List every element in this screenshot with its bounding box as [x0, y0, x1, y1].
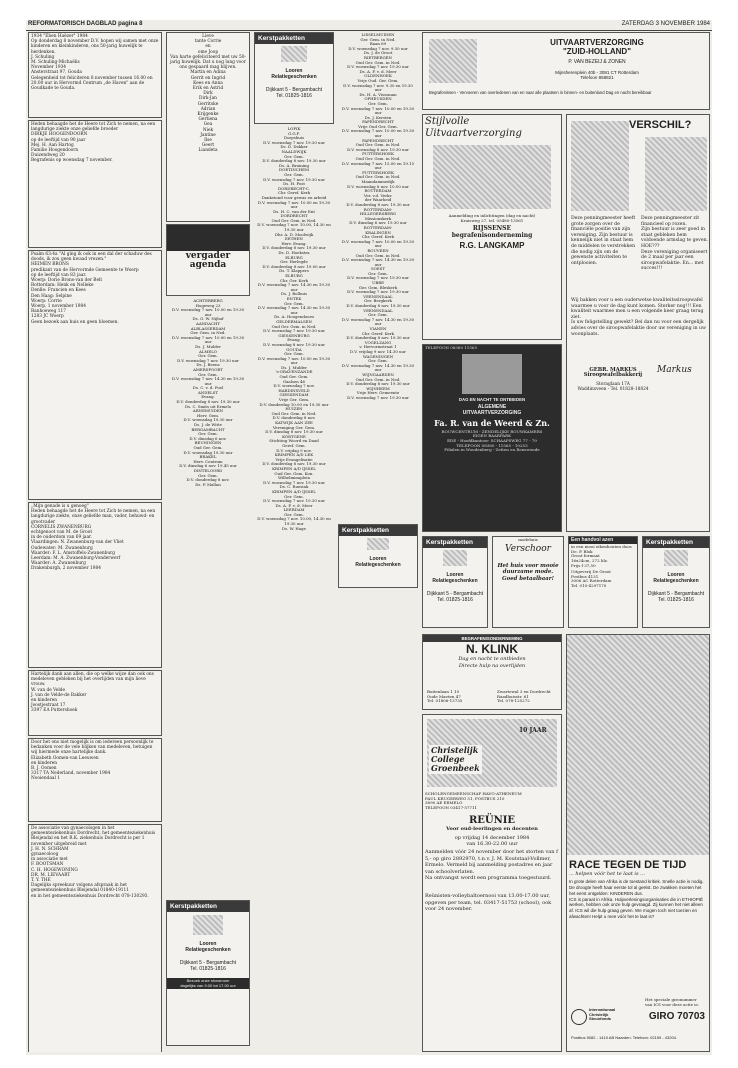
notice-oomen: Door het ons niet mogelijk is om iedereen persoonlijk te bedanken voor de vele blijken van medeleven, betuigen wij hiermede onze hartelijke dank. Elizabeth Oomen-van Leeuwen en kinderen B. J. Oomen 3317 TA Nederland, november 1984 Nooiendaal 1	[28, 738, 162, 822]
ad-verschil-markus: VERSCHIL? Deze penningmeester heeft grote zorgen over de financiële positie van zijn vereniging. Zijn bestuur is kennelijk niet in staat hem de middelen te verstrekken die nodig zijn om de gewenste activiteiten te ontplooien. Deze penningmeester zit financieel op rozen. Zijn bestuur is zeer goed in staat gebleken hem voldoende armslag te geven. HOE??? Deze vereniging organiseert de 2 maal per jaar een siroopwafelaktie. En... met succes!!! Wij bakken voor u een ouderwetse kwaliteitssiroopwafel waarmee u voor de dag kunt komen. Sterker nog!!! Een kwaliteit waarmee men u een volgende keer graag terug ziet. Is uw feligstelling gewekt? Bel dan nu voor een dergelijk advies over de siroopwafelaktie door uw vereniging in uw woonplaats. GEBR. MARKUS Siroopwafelbakkerij Storaglaan 17A Waddinxveen - Tel. 01828-18824 Markus	[566, 114, 710, 532]
tree-icon	[281, 46, 307, 62]
page-header	[26, 20, 712, 31]
header-right: ZATERDAG 3 NOVEMBER 1984	[621, 21, 710, 27]
ad-zuid-holland: UITVAARTVERZORGING "ZUID-HOLLAND" P. VAN BEZEIJ & ZONEN Mijnsherenplein 40b - 3081 CT Rotterdam Telefoon 858821 Begrafenissen - Vervoeren van overledenen van en naar alle plaatsen in binnen- en buitenland Dag en nacht bereikbaar	[422, 32, 710, 110]
meetings-list-a: ACHTERBERG Hogeweg 23 D.V. woensdag 7 nov. 10.00 en 19.30 uur Ds. G. W. Nijhof AANDACHT ALBLASSERDAM Ger. Gem. in Ned. D.V. woensdag 7 nov. 10.00 en 19.30 uur Ds. J. Mulder ALMELO Ger. Gem. D.V. woensdag 7 nov. 19.30 uur Ds. J. Beens AMERSFOORT Ger. Gem. D.V. woensdag 7 nov. 14.30 en 19.30 uur Ds. C. v. d. Poel ANDELST Evang. D.V. donderdag 8 nov. 19.30 uur Ds. C. Smits uit Ermelo ARNEMUIDEN Herv. Gem. D.V. woensdag 19.30 uur Ds. J. de Witte BERGAMBACHT Ger. Gem. D.V. dinsdag 6 nov. BEUNINGEN Oud Ger. Gem. D.V. woensdag 19.30 uur BRAKEL Herv. Centrum D.V. dinsdag 6 nov. 19.45 uur DINTELOORD Ger. Gem. D.V. donderdag 8 nov. Ds. P. Mallan	[171, 298, 245, 487]
meetings-list-c: LISSELMUIDEN Ger. Gem. in Ned. Baan 69 D.V. woensdag 7 nov. 9.30 uur Ds. J. de Groot RIETBERGEN Oud Ger. Gem. in Ned. D.V. woensdag 7 nov. 19.30 uur Ds. A. F. v. d. Meer OLDENHOEK Vrije Oud. Ger. Gem. D.V. woensdag 7 nov. 9.30 en 19.30 uur Ds. H. A. Visssman OPHEUSDEN Ger. Gem. D.V. woensdag 7 nov. 10.00 en 19.30 uur Ds. J. Kersten PAPENDRECHT Vrije Oud Ger. Gem. D.V. woensdag 7 nov. 10.00 en 19.30 uur PAPENDRECHT Oud Ger. Gem. in Ned. D.V. woensdag 8 nov. 19.30 uur PUTTERSHOEK Oud Ger. Gem. in Ned. D.V. woensdag 7 nov. 15.00 en 19.15 uur PUTTERSHOEK Oud Ger. Gem. in Ned. Maandammedijk D.V. woensdag 8 nov. 10.00 uur ROTTERDAM Ver. v.d. Verkr. der Waarheid D.V. donderdag 8 nov. 19.30 uur ROTTERDAM- HILLEGERSBERG Missionskerk D.V. dinsdag 6 nov. 19.30 uur ROTTERDAM- KRALINGEN Chr. Geref. Kerk D.V. woensdag 7 nov. 10.00 en 19.30 uur ROUVEEN Oud Ger. Gem. in Ned. D.V. woensdag 7 nov. 14.30 en 19.30 uur SOEST Ger. Gem. D.V. woensdag 7 nov. 19.30 uur UBBE Ger. Gem. Bleskerk D.V. woensdag 7 nov. 19.30 uur VEENENDAAL Ger. Bergkerk D.V. donderdag 8 nov. 19.30 uur VEENENDAAL Ger. Gem. D.V. woensdag 7 nov. 14.30 en 19.30 uur VIANEN Chr. Geref. Kerk D.V. donderdag 8 nov. 19.30 uur VOGELZANG v. Hervormstraat 1 D.V. vrijdag 9 nov. 14.30 uur WAGENINGEN Ger. Gem. D.V. woensdag 7 nov. 14.30 en 19.30 uur WIJNGAARDEN Oud Ger. Gem. in Ned. D.V. donderdag 8 nov. 19.30 uur WIJNHEEM Vrije Herv. Gemeente D.V. woensdag 7 nov. 19.30 uur	[341, 32, 415, 400]
notice-heimen-brons: Psalm 63:4a "Al ging ik ook in een dal der schaduw des doods, ik zou geen kwaad vrezen." HEIMEN BRONS predikant van de Hervormde Gemeente te Woerp op de leeftijd van 83 jaar. Woerp: Dorie Brons-van der Belt Rotterdam: Henk en Nelleke Denlle: Francien en Kees Den Haag: Selpine Woerp: Corrie Woerp, 1 november 1984 Banhoeweg 117 1283 JC Woerp Geen bezoek aan huis en geen bloemen.	[28, 250, 162, 500]
hearse-carriage-image	[433, 145, 551, 209]
notice-zwanenburg: „Mijn genade is u genoeg" Heden behaagde het de Heere tot Zich te nemen, na een langdurige ziekte, onze geliefde man, vader, behuwd- en grootvader CORNELIS ZWANENBURG echtgenoot van M. de Groot in de ouderdom van 69 jaar. Vlaardingen: N. Zwanenburg-van der Vliet Oudewater: M. Zwanenburg Waarder: F. L. Amstoffels-Zwanenburg Leerdam: M. A. Zwanenburg-Vonderwerf Waarder: A. Zwanenburg Drakenburgh, 2 november 1984	[28, 502, 162, 668]
hands-illustration	[167, 225, 249, 251]
ad-race-tegen-de-tijd: RACE TEGEN DE TIJD ... helpen vóór het te laat is ... In grote delen van Afrika is de toestand kritiek. Snelle actie is nodig. De droogte heeft haar eerste tol al geëist. De zwakken moeten het het eerst ontgelden: KINDEREN dus. ICS is paraat in Afrika. Hulpverleningsorganisaties die in ETHIOPIË werken, hebben ook onze hulp gevraagd. Zij kunnen het niet alleen af. ICS wil die hulp graag geven. We mogen toch niet toezien en afwachten! Helpt u mee vóór het te laat is? Het speciale gironummer van ICS voor deze actie is: Internationaal Christelijk Steunfonds GIRO 70703 Postbus 5082 - 1410 AB Naarden. Telefoon: 02159 - 43204.	[566, 634, 710, 1052]
meetings-list-b: LOPIK G.G.F. Dorpshuis D.V. woensdag 7 nov. 19.30 uur Ds. D. Dekker NAALDWIJK Ger. Gem. D.V. donderdag 8 nov. 19.30 uur Ds. A. Bruining DOETINCHEM Ger. Gem. D.V. woensdag 7 nov. 19.30 uur Ds. H. Post DORDRECHT-C. Chr. Geref. Kerk Dankstond voor gewas en arbeid D.V. woensdag 7 nov. 10.00 en 19.30 uur Ds. H. C. van der Ent DORDRECHT Oud Ger. Gem. in Ned. D.V. woensdag 7 nov. 10.00, 14.30 en 19.30 uur Dhr. A. D. Moolwijk EETHEN Herv. Evang. D.V. donderdag 8 nov. 19.30 uur Ds. D. Hoekstra ELBURG Ger. Herlegde D.V. donderdag 8 nov. 19.00 uur Ds. T. Klappers ELBURG Chr. Ger. Kerk D.V. woensdag 7 nov. 14.30 en 19.30 uur Ds. J. Bolhuis ENTEK Ger. Gem. D.V. woensdag 7 nov. 14.30 en 19.30 uur Ds. A. Hoogendoorn GELDERMALSEN Oud Ger. Gem. in Ned. D.V. woensdag 7 nov. 19.30 uur GIESSENBURG Evang. D.V. woensdag 8 nov. 19.30 uur GOUDA Ger. Gem. D.V. woensdag 7 nov. 10.00 en 19.30 uur Ds. J. Mulder 's-GRAVENZANDE Oud Ger. Gem. Gaalsen 46 D.V. woensdag 7 nov. HARDINXVELD GIESSENDAM Vrije Ger. Gem. D.V. donderdag 10.00 en 19.30 uur HUIZEN Oud Ger. Gem. in Ned. D.V. donderdag 8 nov. KATWIJK AAN ZEE Vereniging Ger. Gem. D.V. dinsdag 8 nov. 19.30 uur KORTGENE Stichting Woord en Daad Geref. Gem. D.V. vrijdag 9 nov. KRIMPEN A/D LEK Vrije Evangelisatie D.V. donderdag 8 nov. 19.30 uur KRIMPEN A/D IJSSEL Oud Ger. Gem. Kon. Wilhelminaplein D.V. woensdag 7 nov. 19.30 uur Ds. C. Ruesink KRIMPEN A/D IJSSEL Ger. Gem. D.V. woensdag 7 nov. 19.30 uur Ds. A. F. v. d. Meer LEERDAM Ger. Gem. D.V. woensdag 7 nov. 10.00, 14.30 en 19.30 uur Ds. W. Hage	[257, 126, 331, 531]
ad-groenbeek: Christelijk College Groenbeek 10 JAAR SCHOLENGEMEENSCHAP HAVO-ATHENEUM PAUL KRUGERWEG 51, POSTBUS 210 3890 AE ERMELO TELEFOON 03417-57711 REÜNIE Voor oud-leerlingen en docenten op vrijdag 14 december 1984 van 16.30-22.00 uur Aanmelden vóór 24 november door het storten van f 5,- op giro 2892970, t.n.v. J. M. Koutstaal-Vollmer, Ermelo. Vermeld bij aanmelding postadres en jaar van schoolverlaten. Na ontvangst wordt een programma toegestuurd. Reünisten-volleybaltoernooi van 13.00-17.00 uur, opgeven per team, tel. 03417-51753 (school), ook voor 24 november.	[422, 714, 562, 1052]
header-left: REFORMATORISCH DAGBLAD pagina 8	[28, 21, 143, 27]
kerstpakketten-ad-c: Kerstpakketten Looren Relatiegeschenken	[338, 524, 418, 588]
ad-klink: BEGRAFENISONDERNEMING N. KLINK Dag en nacht te ontbieden Directe hulp na overlijden Buitenlaan 1 10 Oude Maeten 47 Tel. 01806-13735 Zwartewal 3 en Dordrecht Raadhuisstr. 61 Tel. 078-125272	[422, 634, 562, 710]
kerstpakketten-ad-b: Kerstpakketten Looren Relatiegeschenken Dijkkant 5 - Bergambacht Tel. 01825-1816	[254, 32, 334, 124]
family-notices-column	[28, 32, 162, 1052]
globe-icon	[571, 1009, 587, 1025]
notice-schuling: 1934 "Eben Haëzer" 1984 Op donderdag 8 november D.V. hopen wij samen met onze kinderen en kleinkinderen, ons 50-jarig huwelijk te herdenken. J. Schuling M. Schuling-Michaëlis November 1934 Ansterstraat 97, Gouda Gelegenheid tot feliciteren 8 november tussen 16.00 en 20.00 uur in Hervormd Centrum „de Haven" aan de Goudkade te Gouda.	[28, 32, 162, 118]
notice-schram: De associatie van gynaecologen in het gemeenteziekenhuis Dordrecht, het gemeenteziekenhuis Bleijendal en het R.K. ziekenhuis Dordrecht is per 1 november uitgebreid met J. H. N. SCHRAM gynaecoloog in associatie met F. BOOTSMAN C. H. HOGEWONING DR. M. LIEVAART T. Y. THE Dagelijks spreekuur volgens afspraak in het gemeenteziekenhuis Bleijendal 01840-19111 en in het gemeenteziekenhuis Dordrecht 078-130293.	[28, 824, 162, 1052]
notice-hoogendoorn: Heden behaagde het de Heere tot Zich te nemen, na een langdurige ziekte onze geliefde broeder DIRKJE HOOGENDOORN op de leeftijd van 90 jaar Mej. H. Aan Hartog Familie Hoogendoorn Duizendweg 20 Begrafenis op woensdag 7 november.	[28, 120, 162, 248]
funeral-logo-icon	[429, 39, 477, 83]
tree-icon	[443, 550, 467, 566]
ad-verschoor: modehuis Verschoor Het huis voor mooie duurzame mode. Goed betaalbaar!	[492, 536, 564, 628]
newspaper-page	[26, 20, 712, 1055]
tree-icon	[664, 550, 688, 566]
ad-handvol-azen: Een handvol azen in een mooi eikenhouten doos De. P. Blok Groot formaat 16x24cm, 272 blz. Prijs f 37,50 Uitgeverij De Groot Postbus 4131 3006 AC Rotterdam Tel. 010-4297170	[568, 536, 638, 628]
tree-icon	[193, 915, 223, 935]
notice-van-de-velde: Hartelijk dank aan allen, die op welke wijze dan ook ons medeleven gebleken bij het overlijden van mijn lieve vrouw. W. van de Velde J. van de Velde-de Bakker en kinderen Joostjestraat 17 3397 EA Puttershoek	[28, 670, 162, 736]
ad-van-de-weerd: TELEFOON 08380 11565 DAG EN NACHT TE ONTBIEDEN ALGEMENE UITVAARTVERZORGING Fa. R. van de Weerd & Zn. ROUWCENTRUM - ZENDELIJKE ROUWKAMERS EIGEN BAARPARK EDE - Hoofdkantoor: SCHAAPSWEG 77 - 79 TELEFOON 08380 - 11565 - 10253 Filialen in Woudenberg - Zetten en Renswoude	[422, 344, 562, 532]
column-3	[254, 32, 334, 1052]
kerstpakketten-ad-e: Kerstpakketten Looren Relatiegeschenken Dijkkant 5 - Bergambacht Tel. 01825-1816	[642, 536, 710, 628]
cartoon-worried-man	[571, 121, 629, 211]
ad-langkamp: Stijlvolle Uitvaartverzorging Aanmelding en inlichtingen (dag en nacht) Kruisweg 27, tel. 05480-13561 RIJSSENSE begrafenisonderneming R.G. LANGKAMP	[422, 114, 562, 340]
congrats-corrie-joop: Lieve tante Corrie en ome Joop Van harte gefeliciteerd met uw 50-jarig huwelijk. Dat u nog lang voor ons gespaard mag blijven. Martin en Adina Gerrit en Ingrid Kees en Anna Erik en Astrid Dirk Dirk-Jan Gerritske Adrian Krijgenke Gertiena Gea Niek Jantine Ilse Geert Liandeta	[166, 32, 250, 222]
vergader-agenda-logo: vergader agenda	[166, 224, 250, 296]
column-4	[338, 32, 418, 1052]
column-2	[166, 32, 250, 1052]
kerstpakketten-ad-d: Kerstpakketten Looren Relatiegeschenken Dijkkant 5 - Bergambacht Tel. 01825-1816	[422, 536, 488, 628]
tree-icon	[367, 538, 389, 550]
kerstpakketten-ad-a: Kerstpakketten Looren Relatiegeschenken Dijkkant 5 - Bergambacht Tel. 01825-1816 Bezoek onze showroom dagelijks van 9.00 tot 17.00 uur	[166, 900, 250, 1046]
markus-logo: Markus	[657, 365, 692, 375]
starving-child-photo	[567, 635, 709, 855]
weerd-emblem	[462, 354, 522, 394]
cartoon-happy-man	[645, 137, 707, 211]
